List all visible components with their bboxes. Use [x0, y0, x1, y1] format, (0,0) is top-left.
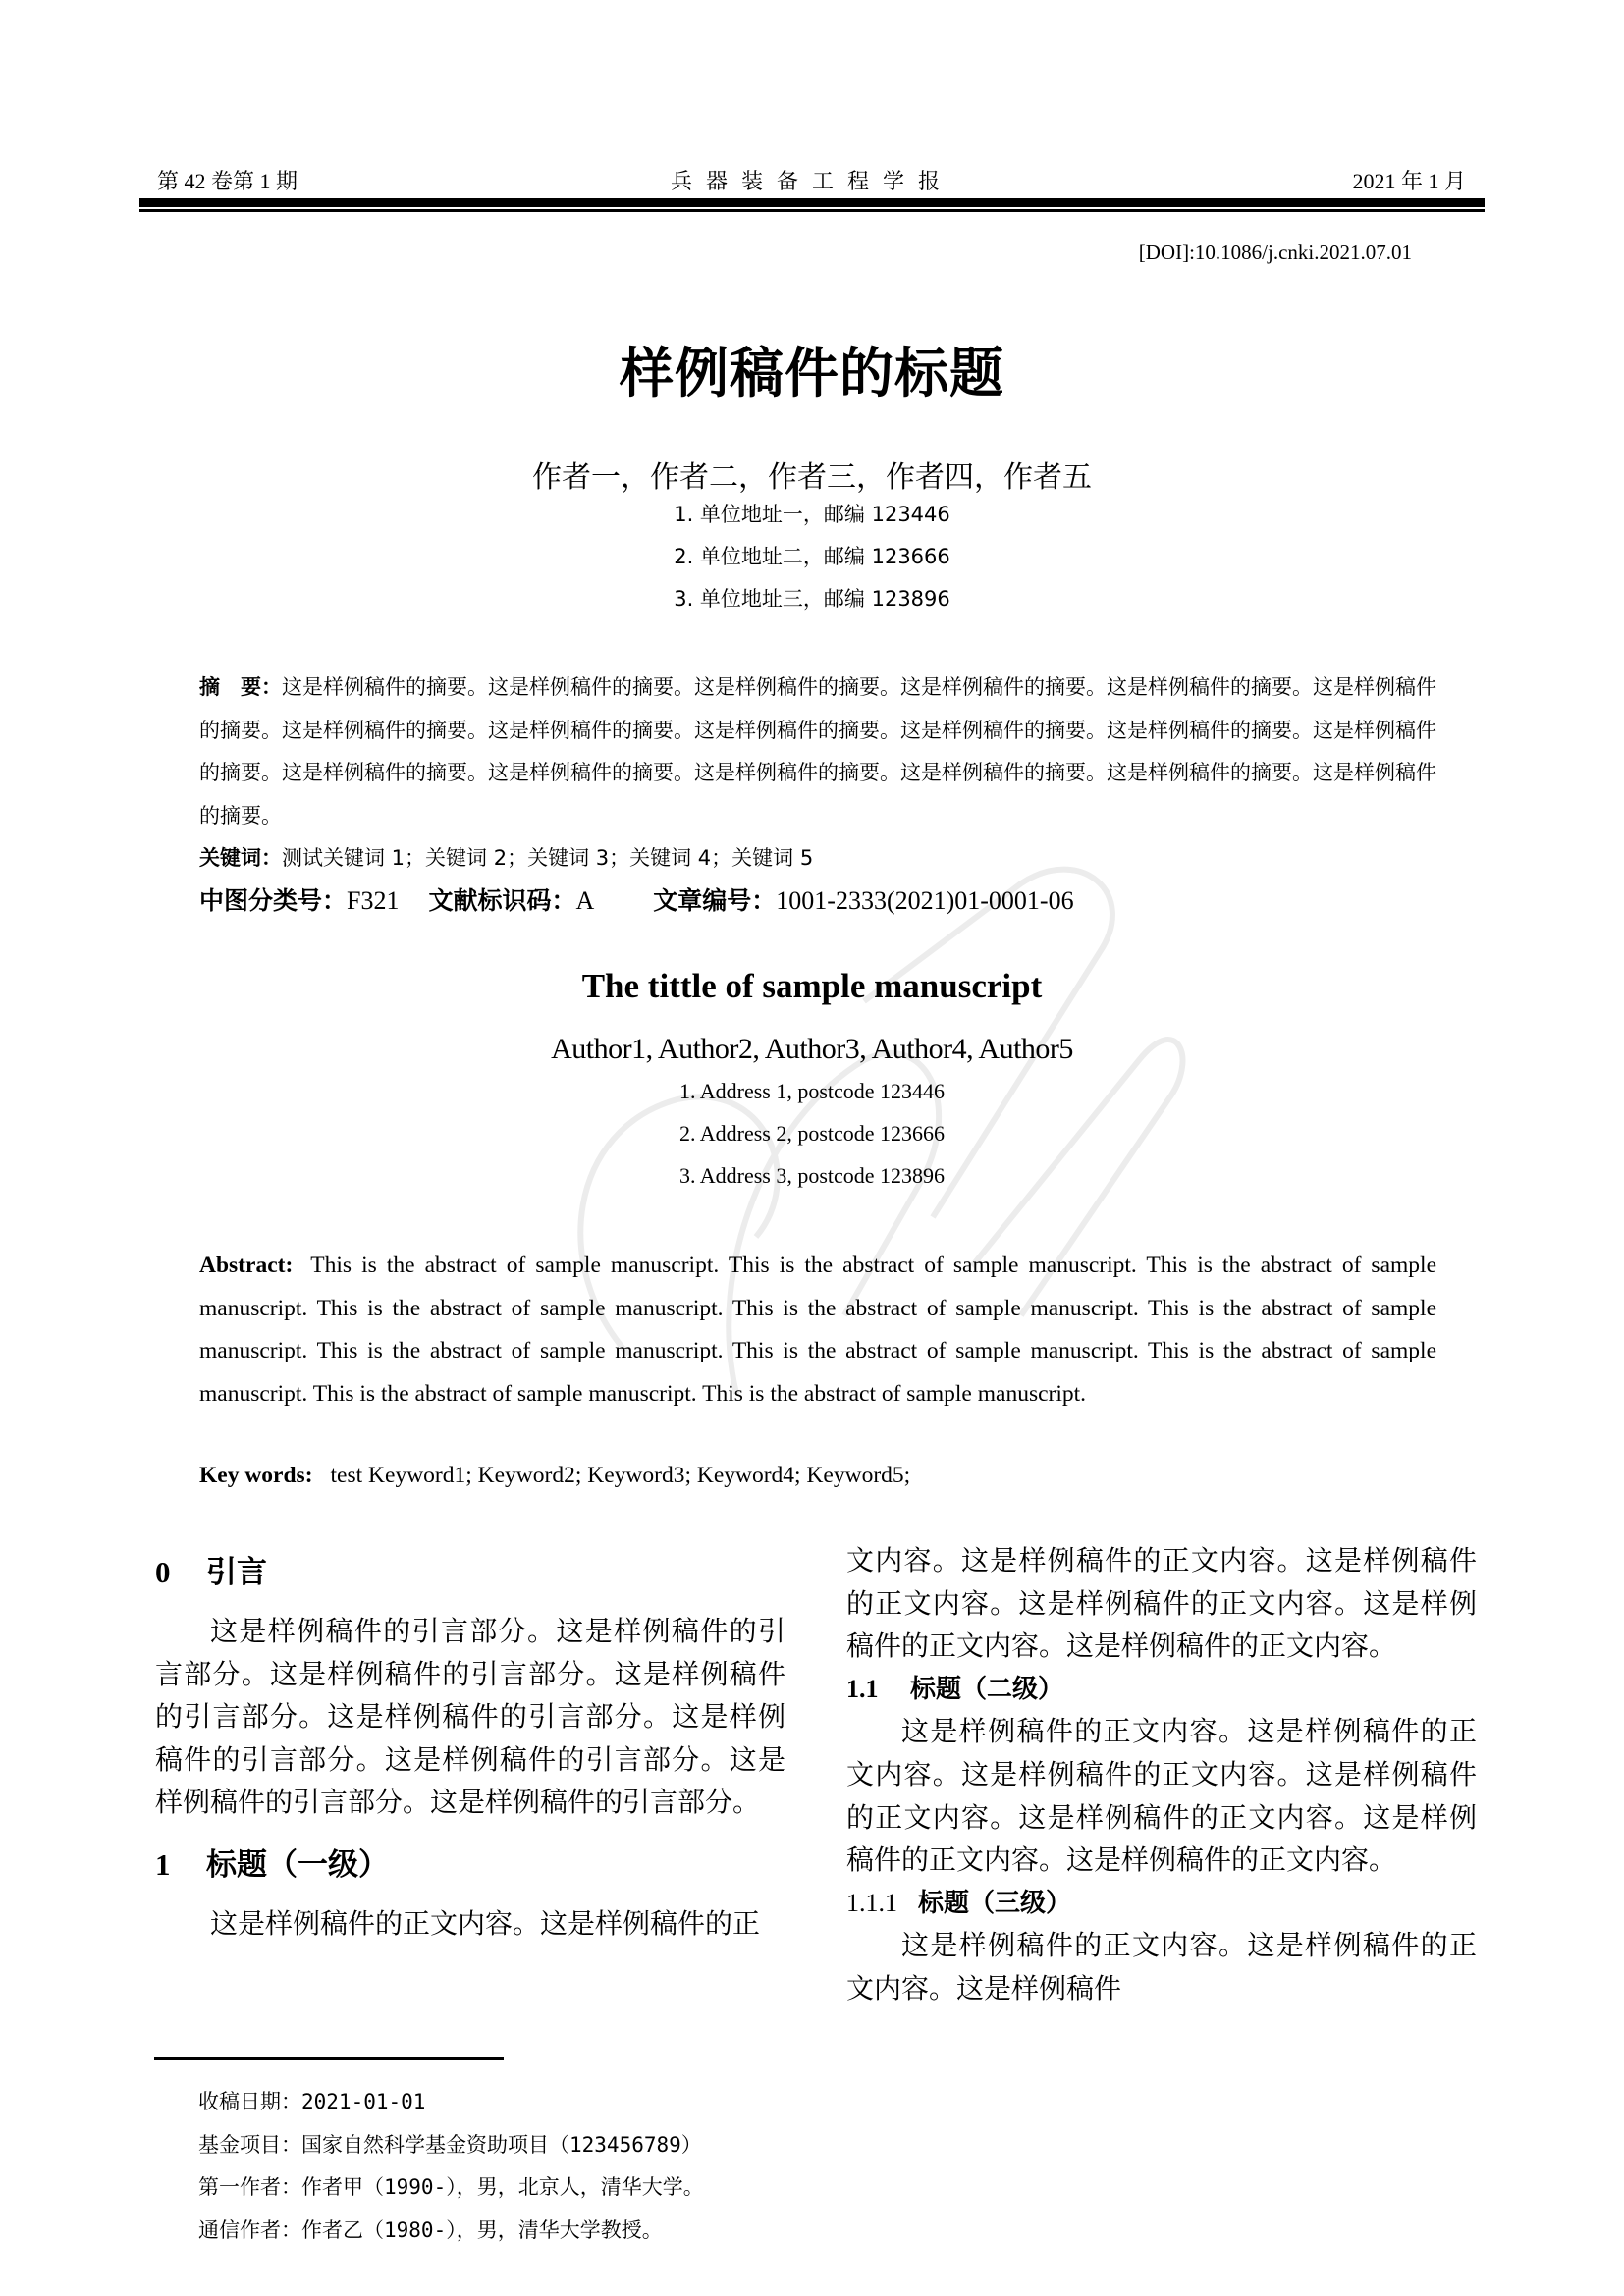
keywords-en-text: test Keyword1; Keyword2; Keyword3; Keyword4; Keyword5; [330, 1463, 911, 1488]
body-paragraph: 这是样例稿件的正文内容。这是样例稿件的正 [210, 1906, 761, 1940]
keywords-en [199, 1463, 1436, 1489]
keywords-cn-text: 测试关键词 1；关键词 2；关键词 3；关键词 4；关键词 5 [282, 846, 814, 870]
body-paragraph: 这是样例稿件的正文内容。这是样例稿件的正文内容。这是样例稿件的正文内容。这是样例稿件的正文内容。这是样例稿件的正文内容。这是样例稿件的正文内容。这是样例稿件的正文内容。 [846, 1715, 1477, 1877]
issue-date: 2021 年 1 月 [1352, 169, 1466, 193]
section-number: 1.1.1 [846, 1888, 897, 1917]
header-rule-thick [139, 198, 1485, 207]
keywords-en-label: Key words: [199, 1463, 313, 1488]
abstract-cn-label: 摘 要： [199, 675, 282, 699]
doc-code-label: 文献标识码： [428, 886, 576, 915]
authors-cn: 作者一，作者二，作者三，作者四，作者五 [532, 461, 1092, 494]
footnote-rule [154, 2057, 504, 2060]
address-en-3: 3. Address 3, postcode 123896 [678, 1163, 946, 1188]
header-rule-thin [139, 209, 1485, 212]
body-paragraph: 这是样例稿件的正文内容。这是样例稿件的正文内容。这是样例稿件 [846, 1929, 1477, 2004]
clc-value: F321 [347, 886, 400, 915]
authors-en: Author1, Author2, Author3, Author4, Author5 [551, 1033, 1073, 1065]
article-no-value: 1001-2333(2021)01-0001-06 [776, 886, 1074, 915]
footnote-first-author: 第一作者：作者甲（1990-），男，北京人，清华大学。 [198, 2175, 704, 2199]
doc-code-value: A [575, 886, 595, 915]
section-number: 1 [155, 1846, 171, 1882]
abstract-cn-text: 这是样例稿件的摘要。这是样例稿件的摘要。这是样例稿件的摘要。这是样例稿件的摘要。这是样例稿件的摘要。这是样例稿件的摘要。这是样例稿件的摘要。这是样例稿件的摘要。这是样例稿件的摘要。这是样例稿件的摘要。这是样例稿件的摘要。这是样例稿件的摘要。这是样例稿件的摘要。这是样例稿件的摘要。这是样例稿件的摘要。这是样例稿件的摘要。这是样例稿件的摘要。这是样例稿件的摘要。 [199, 675, 1436, 828]
body-paragraph-continued: 文内容。这是样例稿件的正文内容。这是样例稿件的正文内容。这是样例稿件的正文内容。这是样例稿件的正文内容。这是样例稿件的正文内容。 [846, 1544, 1477, 1663]
address-en-2: 2. Address 2, postcode 123666 [678, 1121, 946, 1146]
classification-line [199, 881, 1436, 917]
body-column-right [846, 1539, 1477, 2010]
body-column-left [155, 1541, 785, 1946]
section-heading-1-1 [846, 1668, 1477, 1711]
paper-title-en: The tittle of sample manuscript [581, 967, 1043, 1005]
section-heading-0 [155, 1551, 785, 1594]
section-title: 标题（三级） [918, 1888, 1072, 1918]
section-heading-1 [155, 1843, 785, 1887]
clc-label: 中图分类号： [199, 886, 348, 915]
footnote-received-date: 收稿日期：2021-01-01 [198, 2090, 426, 2113]
address-cn-2: 2. 单位地址二，邮编 123666 [674, 545, 950, 568]
intro-paragraph: 这是样例稿件的引言部分。这是样例稿件的引言部分。这是样例稿件的引言部分。这是样例稿件的引言部分。这是样例稿件的引言部分。这是样例稿件的引言部分。这是样例稿件的引言部分。这是样例稿件的引言部分。这是样例稿件的引言部分。 [155, 1615, 785, 1819]
section-heading-1-1-1 [846, 1882, 1477, 1925]
section-title: 引言 [206, 1555, 267, 1590]
address-en-1: 1. Address 1, postcode 123446 [678, 1079, 946, 1103]
abstract-en-text: This is the abstract of sample manuscript. This is the abstract of sample manuscript. This is the abstract of sample manuscript. This is the abstract of sample manuscript. This is the abstract of sample manuscript. This is the abstract of sample manuscript. This is the abstract of sample manuscript. This is the abstract of sample manuscript. This is the abstract of sample manuscript. This is the abstract of sample manuscript. This is the abstract of sample manuscript. [199, 1253, 1436, 1407]
address-cn-3: 3. 单位地址三，邮编 123896 [674, 587, 950, 611]
section-title: 标题（一级） [206, 1846, 389, 1883]
keywords-cn [199, 842, 1436, 872]
abstract-cn [199, 667, 1436, 837]
footnote-corresponding-author: 通信作者：作者乙（1980-），男，清华大学教授。 [198, 2217, 663, 2242]
address-cn-1: 1. 单位地址一，邮编 123446 [674, 503, 950, 526]
article-no-label: 文章编号： [653, 886, 777, 915]
footnote-funding: 基金项目：国家自然科学基金资助项目（123456789） [198, 2132, 702, 2157]
section-number: 0 [155, 1555, 171, 1589]
footnotes [198, 2081, 704, 2252]
section-title: 标题（二级） [910, 1674, 1064, 1704]
abstract-en-label: Abstract: [199, 1253, 294, 1278]
journal-volume-issue: 第 42 卷第 1 期 [157, 169, 298, 193]
abstract-en [199, 1245, 1436, 1415]
keywords-cn-label: 关键词： [199, 846, 282, 870]
paper-title-cn: 样例稿件的标题 [619, 342, 1004, 404]
section-number: 1.1 [846, 1674, 879, 1703]
doi: [DOI]:10.1086/j.cnki.2021.07.01 [1138, 240, 1412, 264]
journal-name: 兵器装备工程学报 [670, 169, 953, 193]
